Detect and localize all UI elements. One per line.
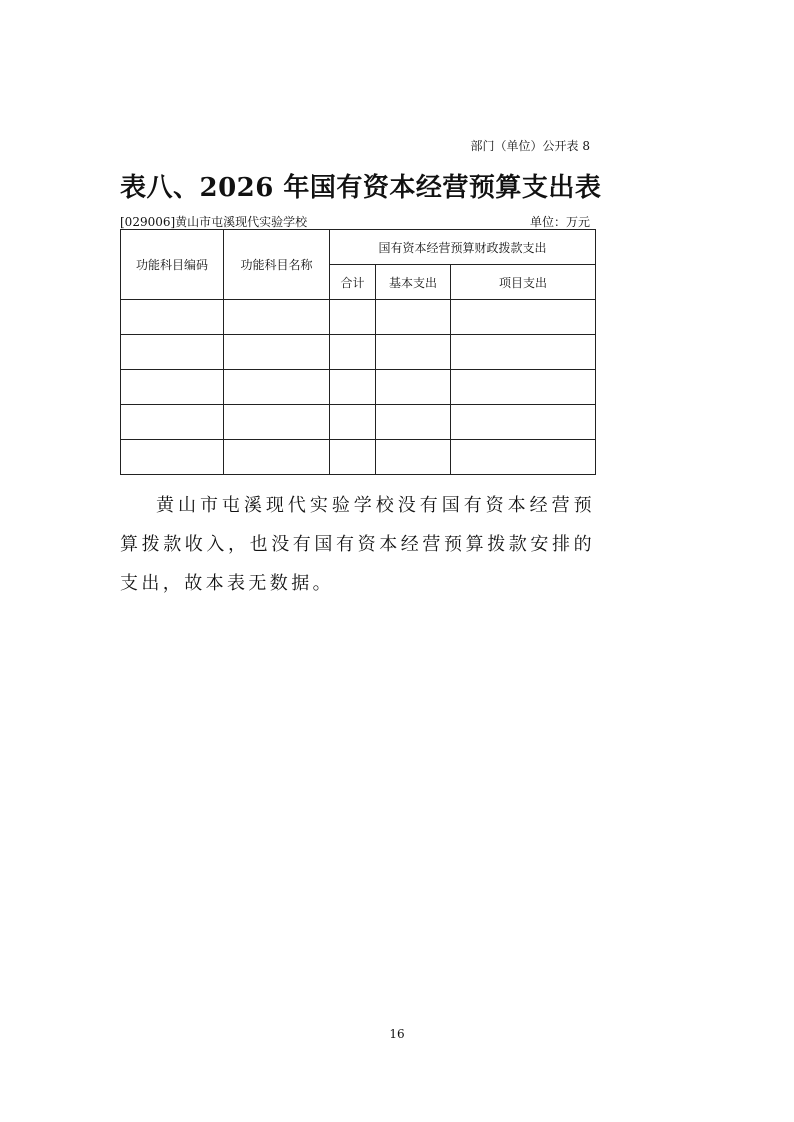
table-cell	[330, 370, 376, 405]
table-cell	[376, 300, 451, 335]
unit-name: [029006]黄山市屯溪现代实验学校	[120, 215, 308, 229]
table-cell	[224, 405, 330, 440]
table-cell	[224, 300, 330, 335]
document-code: 部门（单位）公开表 8	[470, 139, 590, 153]
header-group-expenditure: 国有资本经营预算财政拨款支出	[330, 230, 596, 265]
table-cell	[451, 300, 596, 335]
header-function-name: 功能科目名称	[224, 230, 330, 300]
table-body	[121, 300, 596, 475]
table-cell	[224, 370, 330, 405]
table-cell	[376, 440, 451, 475]
table-cell	[121, 440, 224, 475]
table-cell	[376, 370, 451, 405]
table-row	[121, 405, 596, 440]
table-cell	[330, 335, 376, 370]
table-cell	[121, 300, 224, 335]
table-row	[121, 370, 596, 405]
table-cell	[376, 405, 451, 440]
table-cell	[451, 405, 596, 440]
table-cell	[451, 370, 596, 405]
table-row	[121, 440, 596, 475]
table-cell	[330, 300, 376, 335]
table-cell	[330, 440, 376, 475]
expenditure-table	[120, 229, 596, 475]
page-number: 16	[389, 1027, 405, 1041]
header-basic-expenditure: 基本支出	[376, 265, 451, 300]
table-header-row	[121, 230, 596, 265]
page-title: 表八、2026 年国有资本经营预算支出表	[120, 173, 602, 203]
header-function-code: 功能科目编码	[121, 230, 224, 300]
table-cell	[121, 405, 224, 440]
table-cell	[451, 335, 596, 370]
table-cell	[224, 440, 330, 475]
table-row	[121, 300, 596, 335]
table-cell	[224, 335, 330, 370]
table-cell	[121, 370, 224, 405]
table-row	[121, 335, 596, 370]
table-cell	[121, 335, 224, 370]
table-cell	[451, 440, 596, 475]
table-cell	[376, 335, 451, 370]
table-cell	[330, 405, 376, 440]
header-project-expenditure: 项目支出	[451, 265, 596, 300]
explanation-paragraph: 黄山市屯溪现代实验学校没有国有资本经营预算拨款收入，也没有国有资本经营预算拨款安排的支出，故本表无数据。	[120, 495, 595, 594]
header-total: 合计	[330, 265, 376, 300]
unit-label: 单位：万元	[529, 215, 590, 229]
